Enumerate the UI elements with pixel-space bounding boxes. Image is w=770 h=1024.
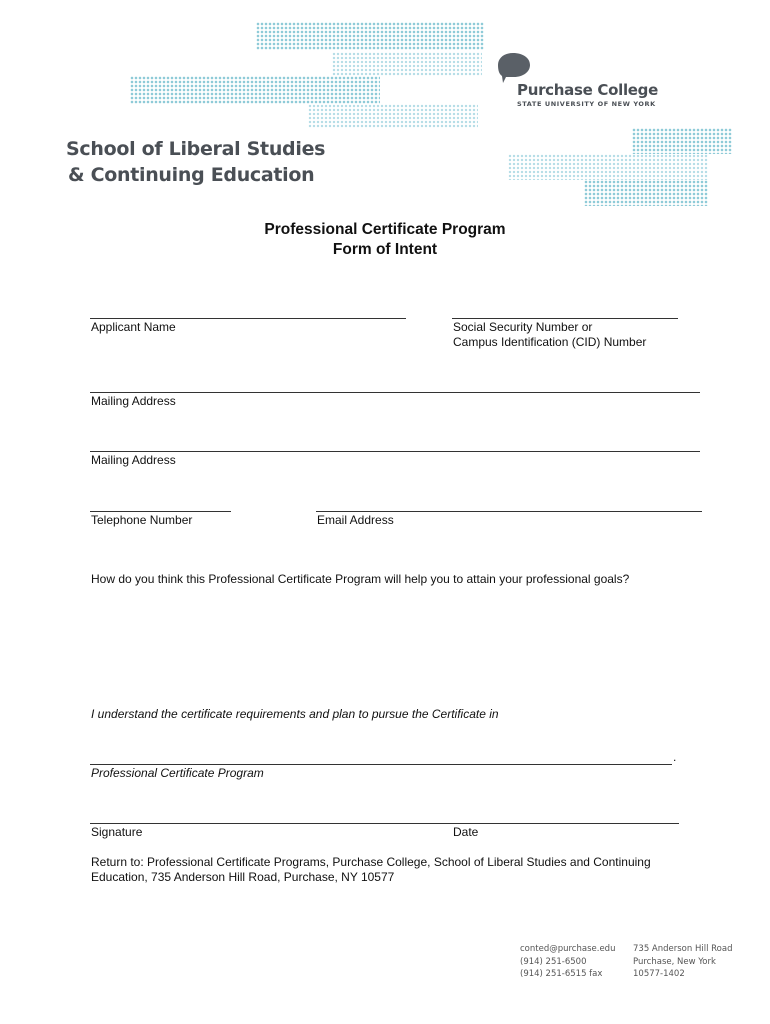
date-label: Date [453,825,479,839]
contact-info [520,943,615,981]
program-label: Professional Certificate Program [91,766,264,780]
program-line-period: . [673,750,677,764]
halftone-band-top-2 [332,52,482,76]
school-title-line2: & Continuing Education [68,164,315,186]
address-line1: 735 Anderson Hill Road [633,944,733,954]
return-line2: Education, 735 Anderson Hill Road, Purchase, NY 10577 [91,870,395,884]
goals-question: How do you think this Professional Certificate Program will help you to attain your professional goals? [91,572,630,586]
mailing-address-label-2: Mailing Address [91,453,176,467]
return-line1: Return to: Professional Certificate Programs, Purchase College, School of Liberal Studies and Continuing [91,855,651,869]
ssn-line[interactable] [452,318,678,319]
email-line[interactable] [316,511,702,512]
signature-line[interactable] [90,823,679,824]
logo-subtitle: STATE UNIVERSITY OF NEW YORK [517,100,656,108]
address-line3: 10577-1402 [633,969,685,979]
form-title-line1: Professional Certificate Program [264,221,506,238]
ssn-label [453,320,646,350]
signature-label: Signature [91,825,143,839]
program-line[interactable] [90,764,672,765]
mailing-address-label-1: Mailing Address [91,394,176,408]
contact-email: conted@purchase.edu [520,944,616,954]
speech-bubble-icon [497,52,533,84]
form-title [0,220,770,260]
logo-name: Purchase College [517,81,658,99]
school-title-line1: School of Liberal Studies [66,138,326,160]
email-label: Email Address [317,513,394,527]
telephone-label: Telephone Number [91,513,193,527]
mailing-address-line-2[interactable] [90,451,700,452]
halftone-band-top [256,22,484,50]
halftone-band-right-3 [584,180,708,206]
halftone-band-right-2 [508,154,708,180]
contact-fax: (914) 251-6515 fax [520,969,603,979]
mailing-address-line-1[interactable] [90,392,700,393]
address-line2: Purchase, New York [633,956,716,967]
halftone-band-right-1 [632,128,732,154]
halftone-band-mid [130,76,380,104]
telephone-line[interactable] [90,511,231,512]
ssn-label-line1: Social Security Number or [453,320,593,334]
contact-phone: (914) 251-6500 [520,956,587,967]
understand-statement: I understand the certificate requirements and plan to pursue the Certificate in [91,707,499,721]
form-title-line2: Form of Intent [332,241,438,258]
applicant-name-label: Applicant Name [91,320,176,334]
return-instructions [91,855,731,885]
ssn-label-line2: Campus Identification (CID) Number [453,335,647,349]
halftone-band-mid-2 [308,104,478,128]
school-title [66,136,325,188]
applicant-name-line[interactable] [90,318,406,319]
purchase-college-logo [497,52,667,108]
contact-address [633,943,732,981]
